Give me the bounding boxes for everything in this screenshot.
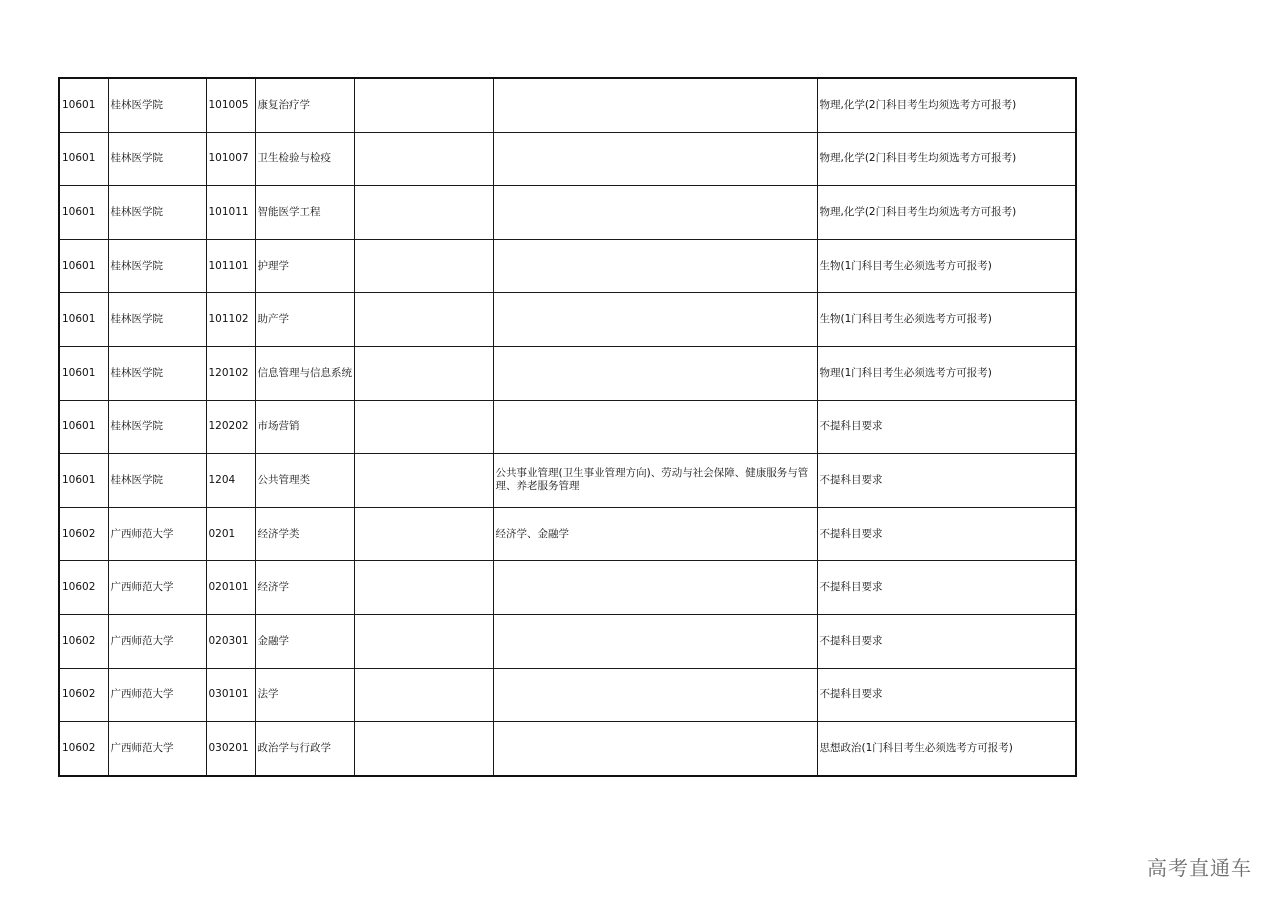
table-row (59, 561, 1076, 615)
major-code-cell: 020101 (206, 561, 255, 615)
major-code-cell: 101011 (206, 186, 255, 240)
table-body (59, 78, 1076, 776)
major-name-cell: 经济学类 (255, 507, 354, 561)
school-name-cell: 桂林医学院 (108, 346, 206, 400)
school-name-cell: 桂林医学院 (108, 400, 206, 454)
table-row (59, 507, 1076, 561)
included-majors-cell (493, 132, 817, 186)
table-row (59, 293, 1076, 347)
note-cell (354, 722, 493, 776)
school-code-cell: 10602 (59, 722, 108, 776)
included-majors-cell (493, 346, 817, 400)
table-row (59, 454, 1076, 508)
included-majors-cell (493, 668, 817, 722)
major-code-cell: 101007 (206, 132, 255, 186)
table-row (59, 186, 1076, 240)
school-name-cell: 广西师范大学 (108, 614, 206, 668)
subject-requirement-cell: 生物(1门科目考生必须选考方可报考) (817, 239, 1076, 293)
note-cell (354, 561, 493, 615)
table-row (59, 400, 1076, 454)
note-cell (354, 614, 493, 668)
note-cell (354, 186, 493, 240)
table-row (59, 722, 1076, 776)
note-cell (354, 346, 493, 400)
major-code-cell: 030201 (206, 722, 255, 776)
major-code-cell: 101102 (206, 293, 255, 347)
school-code-cell: 10602 (59, 507, 108, 561)
included-majors-cell (493, 561, 817, 615)
major-name-cell: 市场营销 (255, 400, 354, 454)
school-name-cell: 桂林医学院 (108, 78, 206, 132)
school-code-cell: 10601 (59, 78, 108, 132)
subject-requirement-cell: 不提科目要求 (817, 400, 1076, 454)
school-name-cell: 广西师范大学 (108, 561, 206, 615)
school-name-cell: 桂林医学院 (108, 454, 206, 508)
note-cell (354, 507, 493, 561)
subject-requirement-cell: 不提科目要求 (817, 561, 1076, 615)
major-name-cell: 信息管理与信息系统 (255, 346, 354, 400)
school-code-cell: 10602 (59, 614, 108, 668)
school-name-cell: 广西师范大学 (108, 507, 206, 561)
included-majors-cell (493, 614, 817, 668)
major-name-cell: 金融学 (255, 614, 354, 668)
major-name-cell: 政治学与行政学 (255, 722, 354, 776)
table-row (59, 614, 1076, 668)
subject-requirement-cell: 不提科目要求 (817, 454, 1076, 508)
table-row (59, 668, 1076, 722)
school-code-cell: 10601 (59, 293, 108, 347)
school-code-cell: 10602 (59, 668, 108, 722)
subject-requirement-cell: 物理,化学(2门科目考生均须选考方可报考) (817, 132, 1076, 186)
major-name-cell: 智能医学工程 (255, 186, 354, 240)
table-row (59, 132, 1076, 186)
note-cell (354, 132, 493, 186)
included-majors-cell (493, 239, 817, 293)
school-code-cell: 10601 (59, 132, 108, 186)
note-cell (354, 239, 493, 293)
major-code-cell: 120102 (206, 346, 255, 400)
school-code-cell: 10601 (59, 346, 108, 400)
included-majors-cell (493, 400, 817, 454)
subject-requirement-cell: 不提科目要求 (817, 668, 1076, 722)
included-majors-cell (493, 78, 817, 132)
major-name-cell: 法学 (255, 668, 354, 722)
subject-requirement-cell: 物理,化学(2门科目考生均须选考方可报考) (817, 78, 1076, 132)
school-code-cell: 10601 (59, 186, 108, 240)
school-name-cell: 桂林医学院 (108, 186, 206, 240)
included-majors-cell (493, 293, 817, 347)
table-row (59, 346, 1076, 400)
school-code-cell: 10601 (59, 454, 108, 508)
table-row (59, 239, 1076, 293)
major-code-cell: 1204 (206, 454, 255, 508)
table-row (59, 78, 1076, 132)
school-name-cell: 桂林医学院 (108, 132, 206, 186)
major-code-cell: 020301 (206, 614, 255, 668)
included-majors-cell: 经济学、金融学 (493, 507, 817, 561)
included-majors-cell (493, 722, 817, 776)
school-name-cell: 桂林医学院 (108, 293, 206, 347)
school-name-cell: 广西师范大学 (108, 668, 206, 722)
included-majors-cell (493, 186, 817, 240)
subject-requirement-cell: 物理,化学(2门科目考生均须选考方可报考) (817, 186, 1076, 240)
school-code-cell: 10602 (59, 561, 108, 615)
note-cell (354, 78, 493, 132)
subject-requirement-cell: 不提科目要求 (817, 614, 1076, 668)
note-cell (354, 400, 493, 454)
major-code-cell: 101101 (206, 239, 255, 293)
major-name-cell: 公共管理类 (255, 454, 354, 508)
school-code-cell: 10601 (59, 400, 108, 454)
subject-requirement-cell: 思想政治(1门科目考生必须选考方可报考) (817, 722, 1076, 776)
major-name-cell: 经济学 (255, 561, 354, 615)
watermark-text: 高考直通车 (1147, 856, 1252, 880)
included-majors-cell: 公共事业管理(卫生事业管理方向)、劳动与社会保障、健康服务与管理、养老服务管理 (493, 454, 817, 508)
major-code-cell: 0201 (206, 507, 255, 561)
subject-requirement-cell: 不提科目要求 (817, 507, 1076, 561)
subject-requirement-cell: 物理(1门科目考生必须选考方可报考) (817, 346, 1076, 400)
major-name-cell: 卫生检验与检疫 (255, 132, 354, 186)
school-code-cell: 10601 (59, 239, 108, 293)
major-name-cell: 护理学 (255, 239, 354, 293)
note-cell (354, 668, 493, 722)
major-code-cell: 101005 (206, 78, 255, 132)
major-name-cell: 康复治疗学 (255, 78, 354, 132)
subject-requirement-cell: 生物(1门科目考生必须选考方可报考) (817, 293, 1076, 347)
major-code-cell: 120202 (206, 400, 255, 454)
note-cell (354, 454, 493, 508)
major-code-cell: 030101 (206, 668, 255, 722)
major-requirements-table (58, 77, 1077, 777)
major-name-cell: 助产学 (255, 293, 354, 347)
school-name-cell: 桂林医学院 (108, 239, 206, 293)
note-cell (354, 293, 493, 347)
school-name-cell: 广西师范大学 (108, 722, 206, 776)
